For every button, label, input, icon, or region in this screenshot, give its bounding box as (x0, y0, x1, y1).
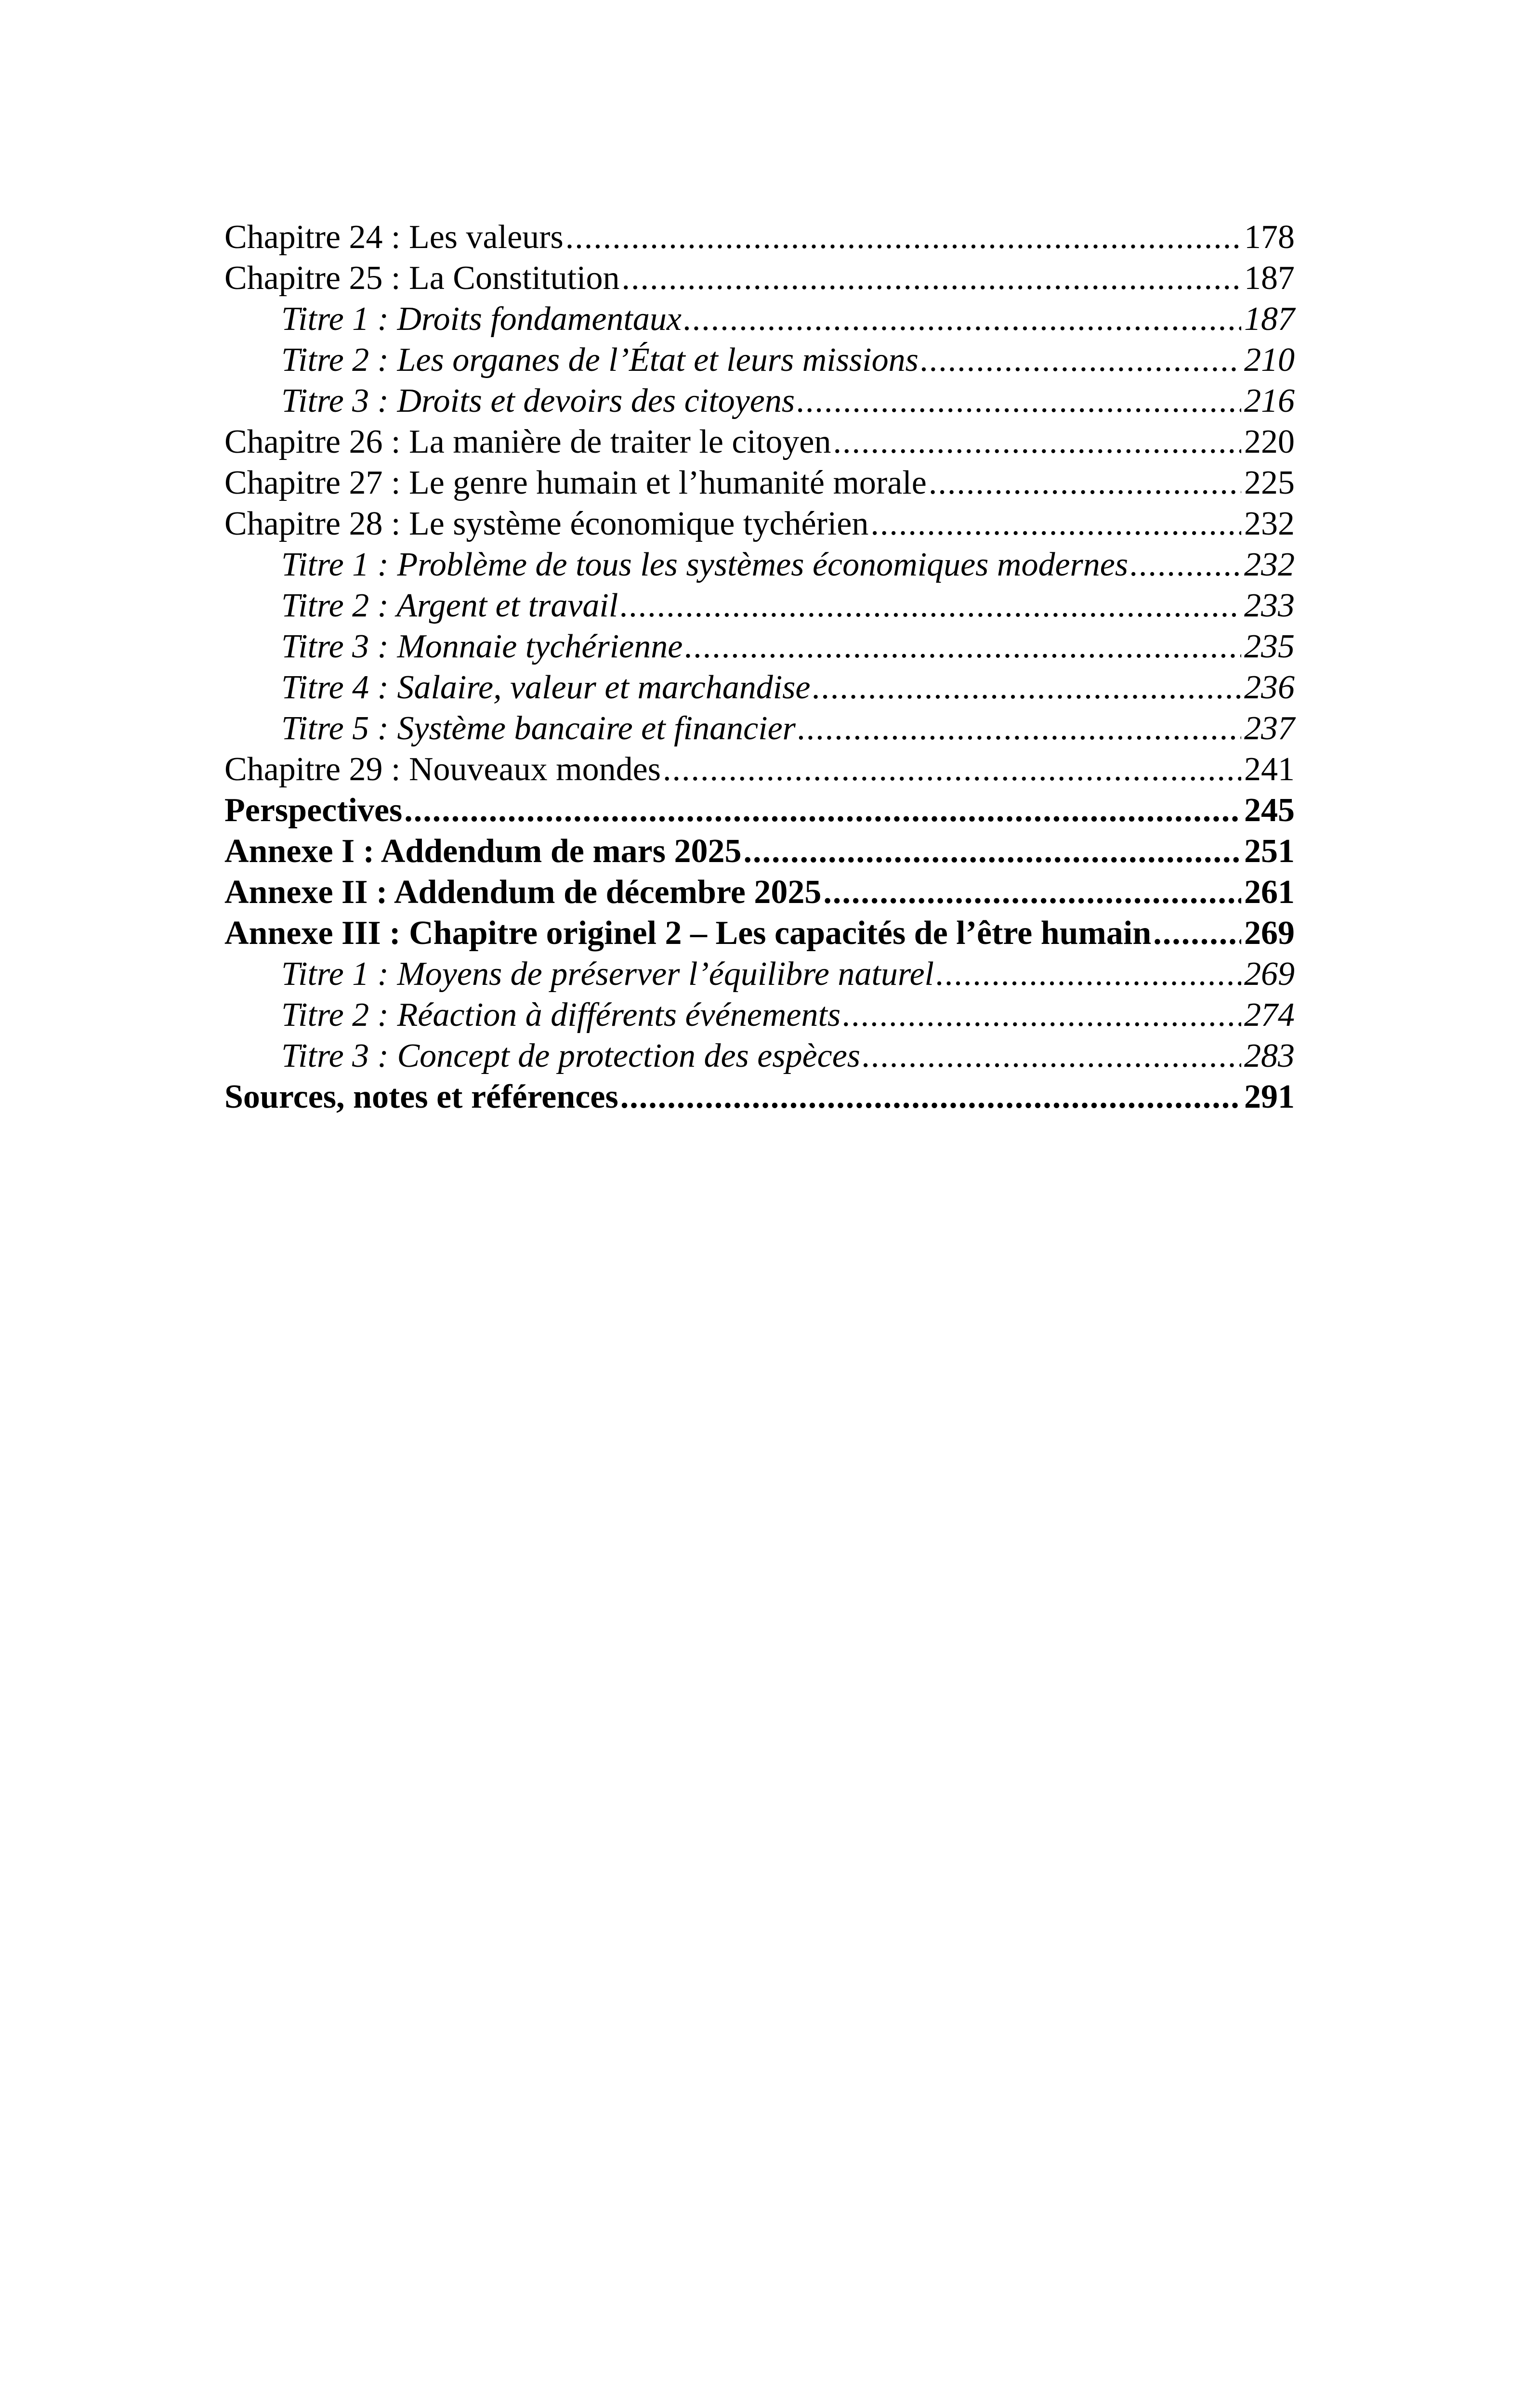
toc-entry-label: Chapitre 29 : Nouveaux mondes (224, 751, 661, 788)
toc-entry-page: 269 (1244, 955, 1295, 993)
toc-entry-page: 241 (1244, 751, 1295, 788)
toc-entry-page: 291 (1244, 1078, 1295, 1115)
toc-entry-page: 232 (1244, 505, 1295, 542)
toc-entry-annexe-1[interactable] (224, 831, 1295, 872)
toc-entry-page: 251 (1244, 833, 1295, 870)
toc-entry-annexe3-titre-2[interactable] (224, 995, 1295, 1035)
toc-entry-page: 187 (1244, 260, 1295, 297)
dot-leader (743, 831, 1241, 872)
toc-entry-page: 237 (1244, 710, 1295, 747)
dot-leader (929, 462, 1241, 503)
toc-entry-ch25-titre-2[interactable] (224, 340, 1295, 380)
dot-leader (870, 503, 1241, 544)
dot-leader (404, 790, 1241, 831)
dot-leader (683, 299, 1241, 340)
dot-leader (798, 708, 1241, 749)
toc-entry-ch28-titre-4[interactable] (224, 667, 1295, 708)
toc-entry-page: 274 (1244, 996, 1295, 1034)
dot-leader (565, 217, 1241, 258)
toc-entry-label: Perspectives (224, 792, 403, 829)
toc-entry-label: Chapitre 27 : Le genre humain et l’humanité morale (224, 464, 927, 501)
toc-entry-label: Annexe I : Addendum de mars 2025 (224, 833, 742, 870)
table-of-contents (224, 217, 1295, 1117)
toc-entry-label: Sources, notes et références (224, 1078, 618, 1115)
dot-leader (936, 954, 1241, 995)
toc-entry-label: Annexe III : Chapitre originel 2 – Les capacités de l’être humain (224, 915, 1152, 952)
toc-entry-page: 235 (1244, 628, 1295, 665)
toc-entry-page: 269 (1244, 915, 1295, 952)
dot-leader (797, 380, 1241, 421)
toc-entry-page: 233 (1244, 587, 1295, 624)
toc-entry-chapitre-25[interactable] (224, 258, 1295, 299)
toc-entry-label: Chapitre 28 : Le système économique tychérien (224, 505, 869, 542)
toc-entry-ch25-titre-3[interactable] (224, 380, 1295, 421)
dot-leader (862, 1035, 1241, 1076)
toc-entry-label: Titre 3 : Monnaie tychérienne (281, 628, 683, 665)
toc-entry-label: Titre 3 : Concept de protection des espèces (281, 1037, 861, 1074)
toc-entry-annexe3-titre-3[interactable] (224, 1035, 1295, 1076)
toc-entry-perspectives[interactable] (224, 790, 1295, 831)
toc-entry-page: 178 (1244, 219, 1295, 256)
toc-entry-annexe-2[interactable] (224, 872, 1295, 913)
toc-entry-chapitre-24[interactable] (224, 217, 1295, 258)
toc-entry-label: Titre 1 : Problème de tous les systèmes économiques modernes (281, 546, 1129, 583)
dot-leader (663, 749, 1241, 790)
toc-entry-ch28-titre-3[interactable] (224, 626, 1295, 667)
toc-entry-page: 187 (1244, 301, 1295, 338)
toc-entry-page: 283 (1244, 1037, 1295, 1074)
toc-entry-page: 210 (1244, 341, 1295, 379)
toc-entry-page: 232 (1244, 546, 1295, 583)
toc-entry-ch25-titre-1[interactable] (224, 299, 1295, 340)
dot-leader (833, 421, 1241, 462)
toc-entry-page: 245 (1244, 792, 1295, 829)
toc-entry-label: Titre 3 : Droits et devoirs des citoyens (281, 382, 795, 419)
toc-entry-label: Chapitre 25 : La Constitution (224, 260, 620, 297)
toc-entry-label: Titre 1 : Moyens de préserver l’équilibre naturel (281, 955, 934, 993)
dot-leader (842, 995, 1241, 1035)
dot-leader (823, 872, 1241, 913)
toc-entry-label: Titre 5 : Système bancaire et financier (281, 710, 796, 747)
dot-leader (920, 340, 1241, 380)
toc-entry-label: Chapitre 26 : La manière de traiter le citoyen (224, 423, 831, 460)
toc-entry-page: 261 (1244, 874, 1295, 911)
toc-entry-chapitre-28[interactable] (224, 503, 1295, 544)
toc-entry-chapitre-27[interactable] (224, 462, 1295, 503)
toc-entry-label: Chapitre 24 : Les valeurs (224, 219, 564, 256)
toc-entry-page: 216 (1244, 382, 1295, 419)
toc-entry-label: Titre 2 : Argent et travail (281, 587, 618, 624)
toc-entry-page: 225 (1244, 464, 1295, 501)
toc-entry-label: Titre 4 : Salaire, valeur et marchandise (281, 669, 811, 706)
toc-entry-page: 220 (1244, 423, 1295, 460)
toc-entry-label: Titre 2 : Réaction à différents événements (281, 996, 841, 1034)
toc-entry-ch28-titre-2[interactable] (224, 585, 1295, 626)
toc-entry-page: 236 (1244, 669, 1295, 706)
toc-entry-sources[interactable] (224, 1076, 1295, 1117)
dot-leader (1130, 544, 1241, 585)
toc-entry-chapitre-26[interactable] (224, 421, 1295, 462)
dot-leader (620, 1076, 1241, 1117)
dot-leader (1153, 913, 1241, 954)
dot-leader (684, 626, 1241, 667)
dot-leader (812, 667, 1241, 708)
toc-entry-ch28-titre-5[interactable] (224, 708, 1295, 749)
toc-entry-annexe-3[interactable] (224, 913, 1295, 954)
toc-entry-label: Titre 2 : Les organes de l’État et leurs missions (281, 341, 919, 379)
toc-entry-chapitre-29[interactable] (224, 749, 1295, 790)
toc-entry-annexe3-titre-1[interactable] (224, 954, 1295, 995)
toc-entry-label: Annexe II : Addendum de décembre 2025 (224, 874, 822, 911)
toc-entry-ch28-titre-1[interactable] (224, 544, 1295, 585)
dot-leader (621, 258, 1241, 299)
toc-entry-label: Titre 1 : Droits fondamentaux (281, 301, 682, 338)
dot-leader (620, 585, 1241, 626)
